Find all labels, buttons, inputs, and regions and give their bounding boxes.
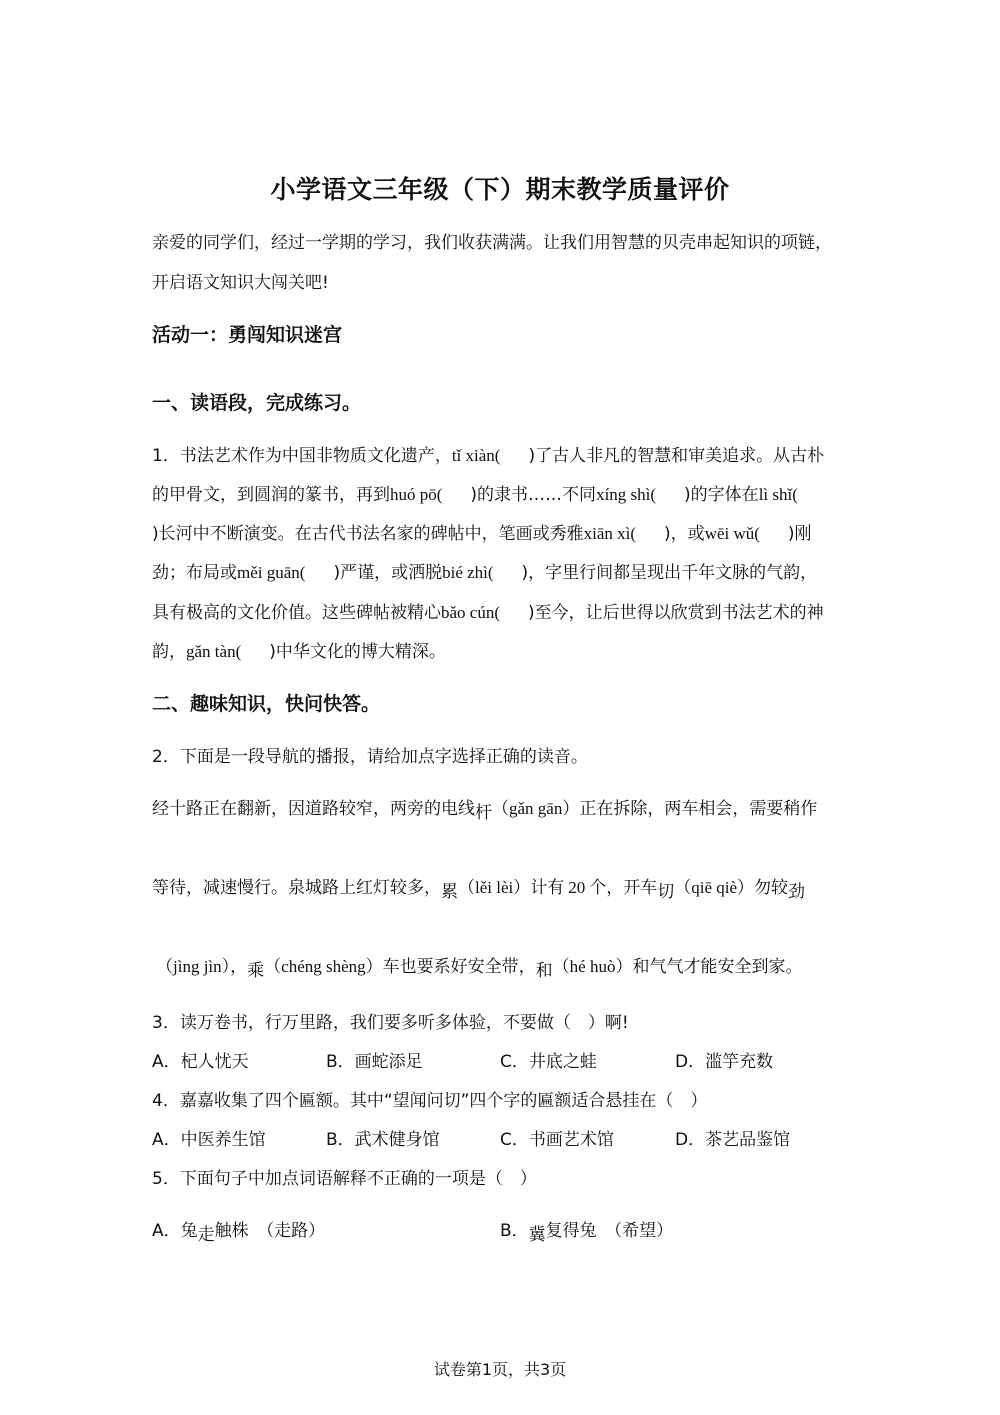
pinyin-prompt: xiān xì(	[583, 524, 637, 543]
dotted-character: 乘	[247, 961, 265, 981]
q5-option-text: 复得兔 （希望）	[545, 1221, 674, 1241]
dotted-character: 和	[535, 961, 553, 981]
q5-option-text: A．兔	[152, 1221, 198, 1241]
q4-option-a[interactable]: A．中医养生馆	[152, 1130, 266, 1150]
q5-option-b[interactable]	[500, 1220, 674, 1245]
pronunciation-choice[interactable]: （lěi lèi）	[458, 878, 531, 897]
pinyin-prompt: měi guān(	[237, 563, 306, 582]
activity-heading: 活动一：勇闯知识迷宫	[152, 324, 343, 346]
pronunciation-choice[interactable]: （jìng jìn）	[156, 957, 231, 976]
pinyin-prompt: wēi wǔ(	[704, 524, 760, 543]
q1-line-2	[152, 484, 798, 506]
q3-option-d[interactable]: D．滥竽充数	[675, 1052, 774, 1072]
pronunciation-choice[interactable]: （gǎn gān）	[492, 799, 580, 818]
pinyin-prompt: tǐ xiàn(	[451, 446, 501, 465]
q4-option-c[interactable]: C．书画艺术馆	[500, 1130, 614, 1150]
q2-text: 等待，减速慢行。泉城路上红灯较多，	[152, 878, 441, 898]
pronunciation-choice[interactable]: （hé huò）	[552, 957, 633, 976]
q1-text: )，或	[664, 524, 705, 544]
q2-text: 勿较	[754, 878, 789, 898]
pinyin-prompt: xíng shì(	[596, 485, 657, 504]
q2-line-3	[156, 956, 803, 981]
dotted-character: 冀	[528, 1225, 546, 1245]
q3-option-c[interactable]: C．井底之蛙	[500, 1052, 597, 1072]
dotted-character: 杆	[475, 803, 492, 823]
q3-option-b[interactable]: B．画蛇添足	[326, 1052, 423, 1072]
q1-text: )中华文化的博大精深。	[269, 642, 446, 662]
q2-text: 个，开车	[589, 878, 658, 898]
pronunciation-choice[interactable]: （qiē qiè）	[674, 878, 755, 897]
q5-option-text: B．	[500, 1221, 529, 1241]
q2-number: 20	[568, 878, 586, 897]
q1-text: 具有极高的文化价值。这些碑帖被精心	[152, 603, 441, 623]
pinyin-prompt: bié zhì(	[442, 563, 494, 582]
q4-option-d[interactable]: D．茶艺品鉴馆	[675, 1130, 791, 1150]
q3-option-a[interactable]: A．杞人忧天	[152, 1052, 249, 1072]
q3-stem: 3．读万卷书，行万里路，我们要多听多体验，不要做（ ）啊!	[152, 1013, 629, 1033]
q2-line-2	[152, 877, 806, 902]
q1-line-5	[152, 602, 824, 624]
q1-text: 韵，	[152, 642, 186, 662]
q5-option-text: 触株 （走路）	[214, 1221, 326, 1241]
q5-option-a[interactable]	[152, 1220, 326, 1245]
q1-text: )长河中不断演变。在古代书法名家的碑帖中，笔画或秀雅	[152, 524, 584, 544]
q1-text: 的甲骨文，到圆润的篆书，再到	[152, 485, 390, 505]
q1-text: )的字体在	[684, 485, 759, 505]
q1-text: )严谨，或洒脱	[333, 563, 443, 583]
q1-text: )刚	[787, 524, 812, 544]
q1-text: )至今，让后世得以欣赏到书法艺术的神	[528, 603, 824, 623]
q1-text: )，字里行间都呈现出千年文脉的气韵，	[521, 563, 818, 583]
pinyin-prompt: huó pō(	[390, 485, 443, 504]
pronunciation-choice[interactable]: （chéng shèng）	[264, 957, 383, 976]
dotted-character: 累	[441, 882, 458, 902]
pinyin-prompt: gǎn tàn(	[186, 642, 242, 661]
section-heading-2: 二、趣味知识，快问快答。	[152, 693, 381, 715]
q1-text: 1．书法艺术作为中国非物质文化遗产，	[152, 446, 452, 466]
q1-text: )了古人非凡的智慧和审美追求。从古朴	[528, 446, 825, 466]
intro-line-1: 亲爱的同学们，经过一学期的学习，我们收获满满。让我们用智慧的贝壳串起知识的项链，	[152, 233, 832, 253]
section-heading-1: 一、读语段，完成练习。	[152, 392, 362, 414]
page-title: 小学语文三年级（下）期末教学质量评价	[270, 175, 730, 204]
q4-stem: 4．嘉嘉收集了四个匾额。其中“望闻问切”四个字的匾额适合悬挂在（ ）	[152, 1091, 708, 1111]
q5-stem: 5．下面句子中加点词语解释不正确的一项是（ ）	[152, 1169, 537, 1189]
q2-text: 经十路正在翻新，因道路较窄，两旁的电线	[152, 799, 475, 819]
q1-line-1	[152, 445, 824, 467]
q1-line-3	[152, 523, 812, 545]
q2-text: 车也要系好安全带，	[382, 957, 536, 977]
q2-text: 计有	[530, 878, 565, 898]
q2-line-1	[152, 798, 818, 823]
q1-text: )的隶书……不同	[470, 485, 597, 505]
intro-line-2: 开启语文知识大闯关吧!	[152, 273, 329, 293]
q2-text: 正在拆除，两车相会，需要稍作	[579, 799, 818, 819]
q2-stem: 2．下面是一段导航的播报，请给加点字选择正确的读音。	[152, 747, 588, 767]
page-footer: 试卷第1页，共3页	[433, 1360, 567, 1379]
q1-line-4	[152, 562, 817, 584]
pinyin-prompt: bǎo cún(	[441, 603, 501, 622]
dotted-character: 劲	[788, 882, 806, 902]
dotted-character: 走	[197, 1225, 215, 1245]
pinyin-prompt: lì shǐ(	[758, 485, 798, 504]
dotted-character: 切	[657, 882, 675, 902]
q1-line-6	[152, 641, 446, 663]
q4-option-b[interactable]: B．武术健身馆	[326, 1130, 440, 1150]
q1-text: 劲；布局或	[152, 563, 237, 583]
q2-text: 和气气才能安全到家。	[632, 957, 803, 977]
q2-text: ，	[230, 957, 248, 977]
